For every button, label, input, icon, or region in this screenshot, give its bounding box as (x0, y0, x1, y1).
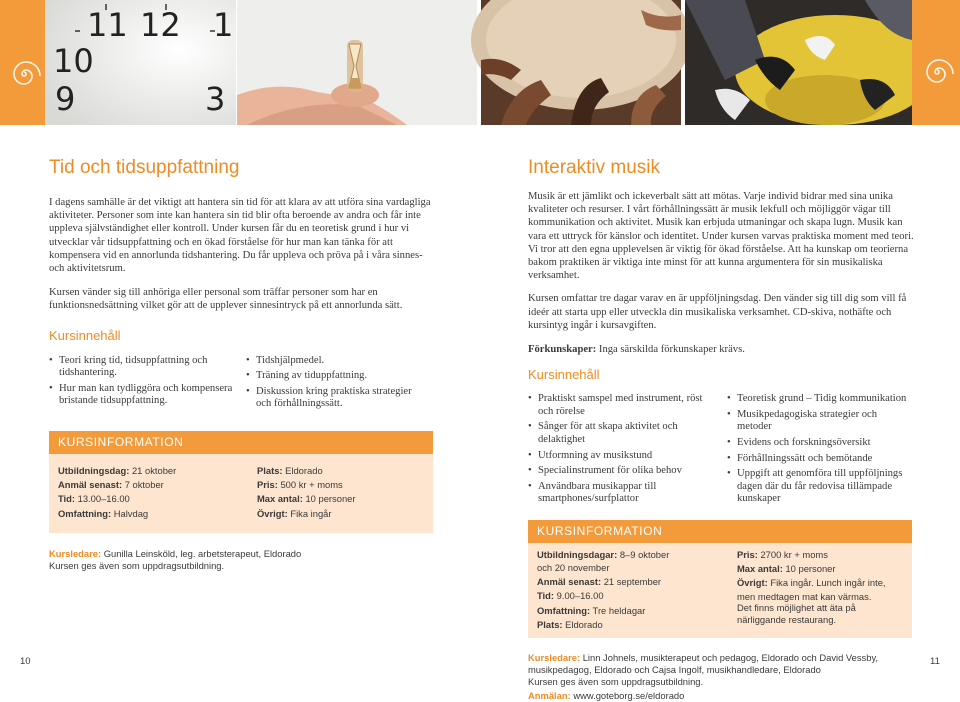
list-item: • Användbara musikappar till smartphones/surfplattor (528, 481, 716, 506)
info-row: Plats: Eldorado (257, 465, 323, 476)
clock-numeral-10: 10 (53, 42, 94, 80)
clock-numeral-11: 11 (87, 6, 128, 44)
hourglass-photo (237, 0, 477, 125)
right-commission: Kursen ges även som uppdragsutbildning. (528, 676, 704, 687)
info-row: men medtagen mat kan värmas. (737, 590, 872, 602)
info-row: Pris: 500 kr + moms (257, 479, 343, 491)
page-number-left: 10 (20, 656, 31, 667)
left-bullet-list-1 (49, 355, 237, 411)
info-row: Plats: Eldorado (537, 618, 603, 630)
clock-numeral-9: 9 (55, 80, 76, 118)
right-intro: Musik är ett jämlikt och ickeverbalt sätt att mötas. Varje individ bidrar med sina unika kvaliteter och resurser. I vårt förhållningssätt är musik lekfull och möjliggör vägar till kommunikation och aktivitet. Musik kan erbjuda utmaningar och skapa lugn. Musik kan vara ett uttryck för känslor och identitet. Under kursen varvas praktiska moment med teori. Vi tror att den egna upplevelsen är viktig för ökad förståelse. Att ha kunskap om teorierna bakom praktiken är viktiga inte minst för att kunna argumentera för sin musikaliska verksamhet. (528, 191, 914, 282)
left-info-heading: KURSINFORMATION (49, 431, 433, 454)
right-info-box (528, 520, 912, 638)
info-row: Utbildningsdag: 21 oktober (58, 465, 177, 476)
left-column (49, 158, 433, 572)
right-info-col-1 (537, 548, 737, 632)
spiral-icon (6, 56, 42, 92)
info-row: Pris: 2700 kr + moms (737, 548, 828, 560)
info-row: närliggande restaurang. (737, 613, 837, 625)
page-number-right: 11 (930, 656, 940, 667)
list-item: • Musikpedagogiska strategier och metoder (727, 409, 907, 434)
spiral-icon (919, 54, 955, 90)
left-bullets (49, 355, 433, 411)
list-item: • Förhållningssätt och bemötande (727, 453, 907, 466)
left-info-col-1 (58, 464, 257, 521)
info-row: Max antal: 10 personer (257, 493, 356, 505)
right-apply[interactable]: Anmälan: www.goteborg.se/eldorado (528, 690, 685, 701)
info-row: och 20 november (537, 562, 610, 574)
list-item: • Diskussion kring praktiska strategier och förhållningssätt. (246, 386, 416, 411)
left-para2: Kursen vänder sig till anhöriga eller personal som träffar personer som har en funktionsnedsättning vilket gör att de upplever sinnesintryck på ett annorlunda sätt. (49, 287, 403, 312)
info-row: Övrigt: Fika ingår (257, 507, 332, 519)
right-leader: Kursledare: Linn Johnels, musikterapeut och pedagog, Eldorado och David Vessby, musikpedagog, Eldorado och Cajsa Ingolf, musikhandledare, Eldorado (528, 652, 879, 675)
clock-numeral-12: 12 (140, 6, 181, 44)
info-row: Omfattning: Tre heldagar (537, 604, 646, 616)
drum-photo (481, 0, 681, 125)
right-title: Interaktiv musik (528, 157, 660, 178)
photo-strip (0, 0, 960, 125)
info-row: Anmäl senast: 7 oktober (58, 479, 164, 491)
info-row: Det finns möjlighet att äta på (737, 602, 856, 614)
list-item: • Teoretisk grund – Tidig kommunikation (727, 393, 907, 406)
list-item: • Hur man kan tydliggöra och kompensera bristande tidsuppfattning. (49, 383, 237, 408)
left-commission: Kursen ges även som uppdragsutbildning. (49, 559, 225, 571)
orange-tile-right (912, 0, 960, 125)
list-item: • Uppgift att genomföra till uppföljnings dagen där du får redovisa tillämpade kunskaper (727, 468, 907, 506)
clock-numeral-1: 1 (213, 6, 234, 44)
right-info-col-2 (737, 548, 886, 632)
right-bullet-list-2 (727, 393, 907, 506)
right-bullet-list-1 (528, 393, 716, 506)
right-content-heading: Kursinnehåll (528, 367, 600, 383)
list-item: • Evidens och forskningsöversikt (727, 437, 907, 450)
left-content-heading: Kursinnehåll (49, 327, 121, 343)
right-info-heading: KURSINFORMATION (528, 520, 912, 543)
info-row: Anmäl senast: 21 september (537, 576, 662, 588)
info-row: Utbildningsdagar: 8–9 oktober (537, 548, 670, 560)
orange-tile-left (0, 0, 45, 125)
apply-link[interactable]: www.goteborg.se/eldorado (570, 690, 685, 701)
left-leader: Kursledare: Gunilla Leinsköld, leg. arbetsterapeut, Eldorado (49, 547, 302, 559)
info-row: Omfattning: Halvdag (58, 507, 149, 519)
right-info-body (528, 543, 912, 638)
right-prereq: Förkunskaper: Inga särskilda förkunskaper krävs. (528, 344, 745, 356)
info-row: Tid: 13.00–16.00 (58, 493, 130, 505)
left-info-box (49, 431, 433, 533)
list-item: • Utformning av musikstund (528, 450, 716, 463)
left-intro: I dagens samhälle är det viktigt att hantera sin tid för att klara av att utföra sina vardagliga aktiviteter. Personer som inte kan hantera sin tid blir ofta beroende av andra och får inte uppleva självständighet eller kontroll. Under kursen får du en teoretisk grund i hur vi utvecklar vår tidsuppfattning och en ökad förståelse för hur man kan tänka för att kompensera vid en annorlunda tidshantering. Du får uppleva och pröva på i våra sinnes- och aktivitetsrum. (49, 197, 431, 275)
info-row: Övrigt: Fika ingår. Lunch ingår inte, (737, 577, 886, 589)
info-row: Tid: 9.00–16.00 (537, 590, 604, 602)
left-info-col-2 (257, 464, 356, 521)
left-bullet-list-2 (246, 355, 416, 411)
list-item: • Tidshjälpmedel. (246, 355, 416, 368)
left-title: Tid och tidsuppfattning (49, 157, 240, 178)
right-para2: Kursen omfattar tre dagar varav en är uppföljningsdag. Den vänder sig till dig som vill få ideér att starta upp eller utveckla din musikaliska verksamhet. CD-skiva, nothäfte och kursintyg ingår i kursavgiften. (528, 293, 907, 331)
list-item: • Praktiskt samspel med instrument, röst och rörelse (528, 393, 716, 418)
clock-numeral-3: 3 (205, 80, 226, 118)
list-item: • Sånger för att skapa aktivitet och delaktighet (528, 421, 716, 446)
list-item: • Träning av tiduppfattning. (246, 370, 416, 383)
list-item: • Specialinstrument för olika behov (528, 465, 716, 478)
clock-photo (45, 0, 236, 125)
info-row: Max antal: 10 personer (737, 563, 836, 575)
left-info-body (49, 454, 433, 533)
feet-photo (685, 0, 912, 125)
right-column (528, 158, 914, 702)
right-bullets (528, 393, 914, 506)
list-item: • Teori kring tid, tidsuppfattning och tidshantering. (49, 355, 237, 380)
